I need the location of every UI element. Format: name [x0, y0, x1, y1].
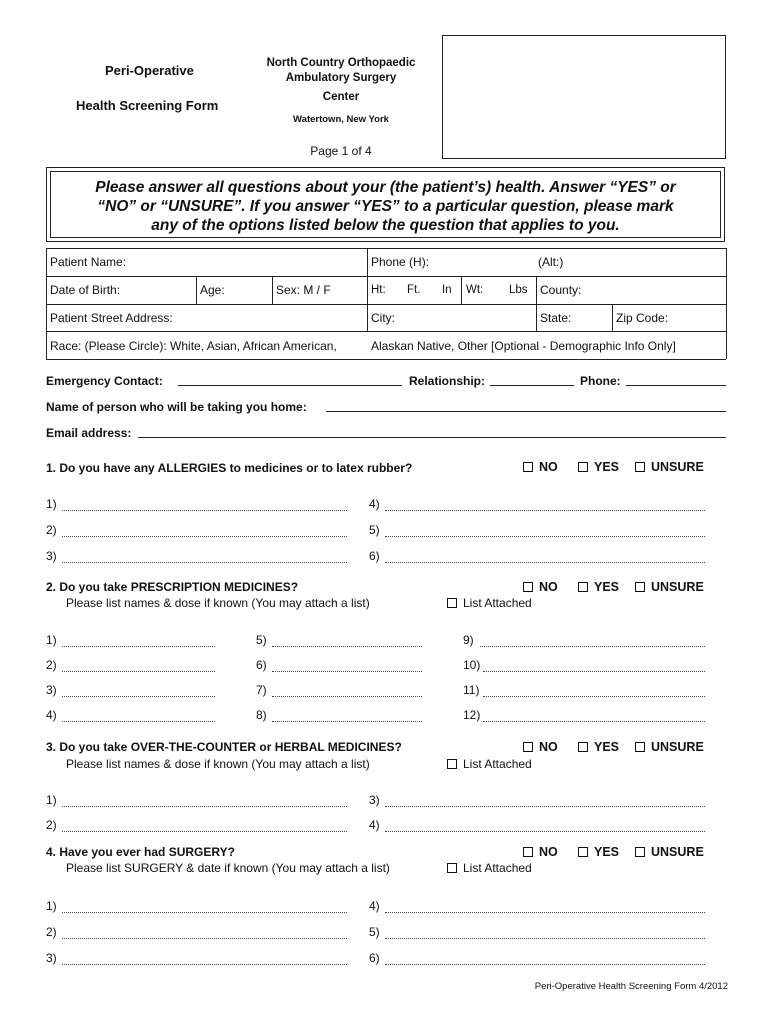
dob-label: Date of Birth:: [50, 283, 121, 297]
zip-label: Zip Code:: [616, 311, 669, 325]
home-person-field[interactable]: [326, 411, 726, 412]
checkbox-icon: [447, 759, 457, 769]
checkbox-icon: [578, 582, 588, 592]
checkbox-icon: [523, 582, 533, 592]
q4-item-field[interactable]: [385, 912, 705, 913]
email-field[interactable]: [138, 437, 726, 438]
checkbox-icon: [447, 598, 457, 608]
q2-item-number: 5): [256, 633, 267, 647]
patient-info-table: [46, 248, 726, 359]
q2-list-attached-checkbox[interactable]: List Attached: [447, 596, 532, 610]
checkbox-icon: [523, 847, 533, 857]
checkbox-icon: [578, 462, 588, 472]
q4-item-number: 6): [369, 951, 380, 965]
checkbox-icon: [523, 462, 533, 472]
q3-item-number: 4): [369, 818, 380, 832]
q2-unsure-checkbox[interactable]: UNSURE: [635, 580, 704, 594]
q3-list-attached-checkbox[interactable]: List Attached: [447, 757, 532, 771]
height-in-label: In: [442, 284, 452, 296]
q2-item-field[interactable]: [483, 696, 705, 697]
q1-item-field[interactable]: [62, 536, 347, 537]
q2-yes-checkbox[interactable]: YES: [578, 580, 619, 594]
q2-item-number: 9): [463, 633, 474, 647]
email-label: Email address:: [46, 426, 132, 440]
q4-item-field[interactable]: [62, 912, 347, 913]
race-label-b: Alaskan Native, Other [Optional - Demographic Info Only]: [371, 339, 676, 353]
city-label: City:: [371, 311, 395, 325]
q2-question: 2. Do you take PRESCRIPTION MEDICINES?: [46, 580, 299, 594]
q1-question: 1. Do you have any ALLERGIES to medicines or to latex rubber?: [46, 461, 413, 475]
state-label: State:: [540, 311, 572, 325]
q3-item-field[interactable]: [385, 831, 705, 832]
org-line3: Center: [322, 91, 360, 103]
instructions-text: [47, 178, 724, 235]
q1-item-number: 2): [46, 523, 57, 537]
instructions-line2: “NO” or “UNSURE”. If you answer “YES” to a particular question, please mark: [97, 198, 674, 215]
patient-label-box: [442, 35, 726, 159]
q3-item-field[interactable]: [62, 806, 347, 807]
q3-item-number: 3): [369, 793, 380, 807]
footer-text: Peri-Operative Health Screening Form 4/2012: [534, 981, 728, 992]
q2-item-number: 10): [463, 658, 481, 672]
q1-item-number: 3): [46, 549, 57, 563]
q3-yes-checkbox[interactable]: YES: [578, 740, 619, 754]
q2-item-field[interactable]: [272, 721, 422, 722]
q4-item-number: 3): [46, 951, 57, 965]
q4-item-number: 1): [46, 899, 57, 913]
q2-item-field[interactable]: [483, 721, 705, 722]
q2-item-field[interactable]: [62, 646, 215, 647]
emergency-contact-label: Emergency Contact:: [46, 374, 163, 388]
q2-item-field[interactable]: [483, 671, 705, 672]
q4-item-number: 5): [369, 925, 380, 939]
relationship-field[interactable]: [490, 385, 574, 386]
q1-item-field[interactable]: [62, 510, 347, 511]
q4-no-checkbox[interactable]: NO: [523, 845, 558, 859]
form-title-line2: Health Screening Form: [76, 98, 219, 113]
q2-item-field[interactable]: [272, 696, 422, 697]
q4-unsure-checkbox[interactable]: UNSURE: [635, 845, 704, 859]
height-label: Ht:: [371, 284, 386, 296]
instructions-line1: Please answer all questions about your (the patient’s) health. Answer “YES” or: [95, 179, 676, 196]
q3-question: 3. Do you take OVER-THE-COUNTER or HERBAL MEDICINES?: [46, 740, 402, 754]
q3-item-field[interactable]: [62, 831, 347, 832]
q2-item-number: 8): [256, 708, 267, 722]
q1-item-number: 1): [46, 497, 57, 511]
q2-item-number: 3): [46, 683, 57, 697]
checkbox-icon: [578, 742, 588, 752]
checkbox-icon: [635, 742, 645, 752]
q4-question: 4. Have you ever had SURGERY?: [46, 845, 235, 859]
page-number: Page 1 of 4: [310, 144, 372, 158]
sex-label: Sex: M / F: [276, 283, 331, 297]
county-label: County:: [540, 283, 582, 297]
q1-item-number: 6): [369, 549, 380, 563]
q1-item-field[interactable]: [385, 510, 705, 511]
q2-item-field[interactable]: [62, 696, 215, 697]
q2-item-field[interactable]: [62, 671, 215, 672]
q3-no-checkbox[interactable]: NO: [523, 740, 558, 754]
q2-item-number: 11): [463, 683, 480, 697]
checkbox-icon: [635, 582, 645, 592]
q1-item-field[interactable]: [385, 562, 705, 563]
q4-list-attached-checkbox[interactable]: List Attached: [447, 861, 532, 875]
q2-item-number: 12): [463, 708, 481, 722]
checkbox-icon: [447, 863, 457, 873]
q2-item-number: 6): [256, 658, 267, 672]
q4-item-field[interactable]: [385, 964, 705, 965]
height-ft-label: Ft.: [407, 284, 421, 296]
q4-item-field[interactable]: [62, 938, 347, 939]
checkbox-icon: [578, 847, 588, 857]
checkbox-icon: [635, 462, 645, 472]
q4-item-number: 4): [369, 899, 380, 913]
q2-item-field[interactable]: [272, 646, 422, 647]
org-line1: North Country Orthopaedic: [266, 57, 416, 69]
phone-field[interactable]: [626, 385, 726, 386]
q3-instruction: Please list names & dose if known (You may attach a list): [66, 757, 370, 771]
q3-item-number: 1): [46, 793, 57, 807]
q1-item-number: 4): [369, 497, 380, 511]
q1-item-number: 5): [369, 523, 380, 537]
weight-lbs-label: Lbs: [509, 284, 528, 296]
checkbox-icon: [523, 742, 533, 752]
age-label: Age:: [200, 283, 225, 297]
phone-alt-label: (Alt:): [538, 255, 564, 269]
q1-unsure-checkbox[interactable]: UNSURE: [635, 460, 704, 474]
q2-item-number: 2): [46, 658, 57, 672]
q4-yes-checkbox[interactable]: YES: [578, 845, 619, 859]
race-label-a: Race: (Please Circle): White, Asian, African American,: [50, 339, 337, 353]
q2-no-checkbox[interactable]: NO: [523, 580, 558, 594]
instructions-banner: [46, 167, 725, 242]
q3-item-field[interactable]: [385, 806, 705, 807]
q4-item-number: 2): [46, 925, 57, 939]
q2-item-field[interactable]: [272, 671, 422, 672]
phone-label: Phone:: [580, 374, 621, 388]
q4-item-field[interactable]: [62, 964, 347, 965]
q3-unsure-checkbox[interactable]: UNSURE: [635, 740, 704, 754]
checkbox-icon: [635, 847, 645, 857]
q2-instruction: Please list names & dose if known (You may attach a list): [66, 596, 370, 610]
emergency-contact-field[interactable]: [178, 385, 402, 386]
org-name: [262, 56, 420, 105]
patient-name-label: Patient Name:: [50, 255, 127, 269]
q1-no-checkbox[interactable]: NO: [523, 460, 558, 474]
weight-label: Wt:: [466, 284, 484, 296]
phone-home-label: Phone (H):: [371, 255, 430, 269]
org-location: Watertown, New York: [293, 114, 389, 125]
q1-item-field[interactable]: [385, 536, 705, 537]
q2-item-number: 1): [46, 633, 57, 647]
q1-item-field[interactable]: [62, 562, 347, 563]
q4-instruction: Please list SURGERY & date if known (You may attach a list): [66, 861, 390, 875]
org-line2: Ambulatory Surgery: [285, 72, 397, 84]
q2-item-number: 4): [46, 708, 57, 722]
q2-item-field[interactable]: [62, 721, 215, 722]
street-address-label: Patient Street Address:: [50, 311, 173, 325]
q1-yes-checkbox[interactable]: YES: [578, 460, 619, 474]
q3-item-number: 2): [46, 818, 57, 832]
q2-item-field[interactable]: [480, 646, 705, 647]
instructions-line3: any of the options listed below the question that applies to you.: [151, 217, 620, 234]
q4-item-field[interactable]: [385, 938, 705, 939]
q2-item-number: 7): [256, 683, 267, 697]
relationship-label: Relationship:: [409, 374, 486, 388]
form-title-line1: Peri-Operative: [105, 63, 194, 78]
home-person-label: Name of person who will be taking you home:: [46, 400, 307, 414]
